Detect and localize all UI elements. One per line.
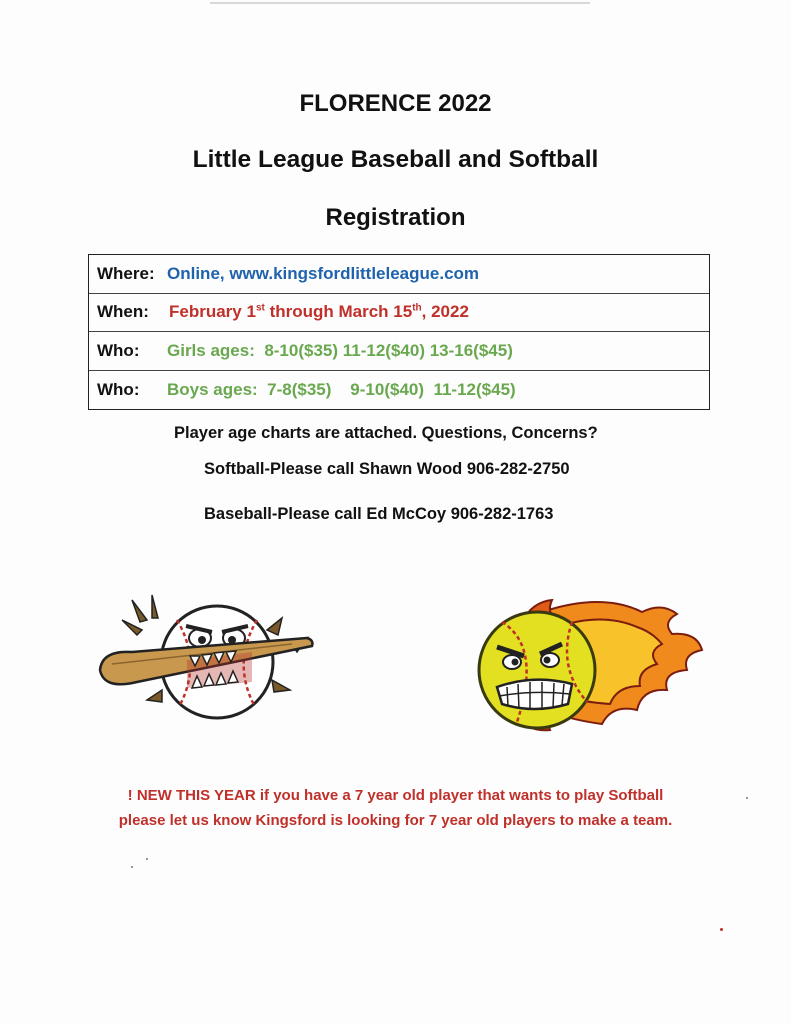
info-row-who-girls [89,332,709,371]
registration-info-table [88,254,710,410]
when-value [169,302,469,322]
scan-speck [746,797,748,799]
scan-edge-line [210,2,590,4]
who-girls-value: Girls ages: 8-10($35) 11-12($40) 13-16($45) [167,340,513,360]
when-start-suffix: st [255,302,265,314]
who-girls-label: Who: [97,340,140,360]
new-this-year-notice-line1: ! NEW THIS YEAR if you have a 7 year old player that wants to play Softball [127,787,664,804]
scan-speck [146,858,148,860]
scan-speck [720,928,723,931]
flyer-subtitle: Little League Baseball and Softball [192,146,599,173]
where-label: Where: [97,263,155,283]
when-end-suffix: th [412,302,422,314]
who-boys-label: Who: [97,379,140,399]
when-end: through March 15 [264,302,413,322]
when-start: February 1 [169,302,256,322]
baseball-biting-bat-icon [92,590,322,730]
flyer-heading-registration: Registration [325,204,466,231]
info-row-who-boys [89,371,709,410]
when-label: When: [97,302,149,322]
softball-contact: Softball-Please call Shawn Wood 906-282-2750 [204,460,570,478]
when-year: , 2022 [421,302,469,322]
info-row-where [89,255,709,294]
age-charts-note: Player age charts are attached. Questions, Concerns? [174,424,598,442]
info-row-when [89,294,709,333]
baseball-contact: Baseball-Please call Ed McCoy 906-282-1763 [204,505,554,523]
new-this-year-notice-line2: please let us know Kingsford is looking for 7 year old players to make a team. [118,812,673,829]
flyer-title: FLORENCE 2022 [299,90,492,117]
where-value: Online, www.kingsfordlittleleague.com [167,263,480,283]
scan-speck [131,866,133,868]
flaming-softball-icon [462,592,708,742]
who-boys-value: Boys ages: 7-8($35) 9-10($40) 11-12($45) [167,379,516,399]
